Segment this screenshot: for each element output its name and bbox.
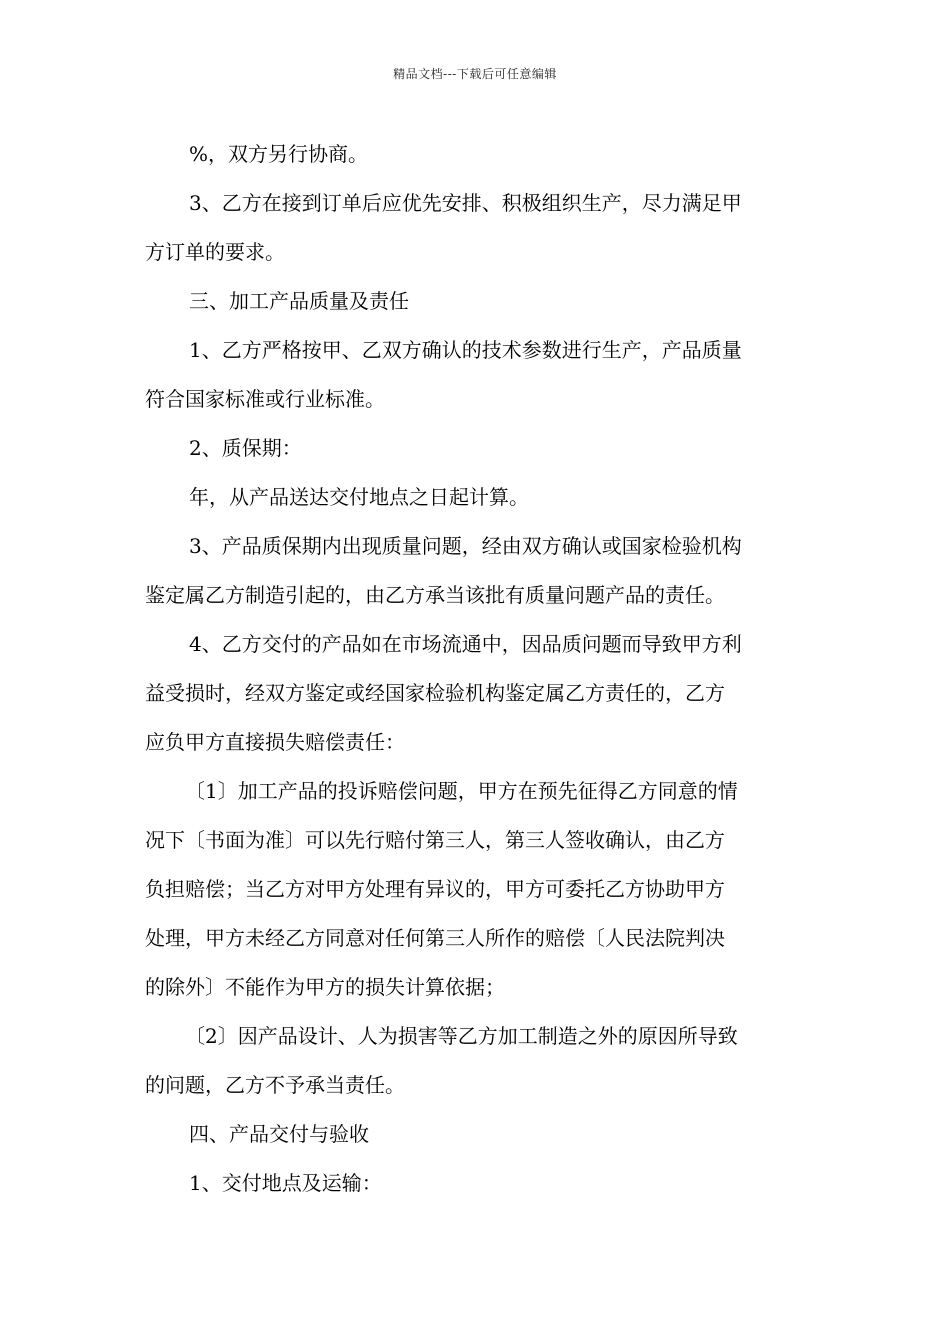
section-heading: 四、产品交付与验收 xyxy=(189,1122,369,1146)
paragraph-line: 3、乙方在接到订单后应优先安排、积极组织生产，尽力满足甲 xyxy=(189,191,742,215)
paragraph-line: 符合国家标准或行业标准。 xyxy=(145,387,385,411)
paragraph-line: 应负甲方直接损失赔偿责任： xyxy=(145,730,405,754)
paragraph-line: 益受损时，经双方鉴定或经国家检验机构鉴定属乙方责任的，乙方 xyxy=(145,681,725,705)
paragraph-line: 1、交付地点及运输： xyxy=(189,1171,382,1195)
paragraph-line: 负担赔偿；当乙方对甲方处理有异议的，甲方可委托乙方协助甲方 xyxy=(145,877,725,901)
paragraph-line: 〔2〕因产品设计、人为损害等乙方加工制造之外的原因所导致 xyxy=(185,1024,738,1048)
paragraph-line: 方订单的要求。 xyxy=(145,240,285,264)
paragraph-line: 2、质保期： xyxy=(189,436,302,460)
paragraph-line: 年，从产品送达交付地点之日起计算。 xyxy=(189,485,529,509)
paragraph-line: %，双方另行协商。 xyxy=(189,142,369,166)
document-body xyxy=(145,130,810,1208)
section-heading: 三、加工产品质量及责任 xyxy=(189,289,409,313)
paragraph-line: 3、产品质保期内出现质量问题，经由双方确认或国家检验机构 xyxy=(189,534,742,558)
paragraph-line: 况下〔书面为准〕可以先行赔付第三人，第三人签收确认，由乙方 xyxy=(145,828,725,852)
paragraph-line: 4、乙方交付的产品如在市场流通中，因品质问题而导致甲方利 xyxy=(189,632,742,656)
paragraph-line: 鉴定属乙方制造引起的，由乙方承当该批有质量问题产品的责任。 xyxy=(145,583,725,607)
page-header: 精品文档---下载后可任意编辑 xyxy=(393,67,557,81)
paragraph-line: 1、乙方严格按甲、乙双方确认的技术参数进行生产，产品质量 xyxy=(189,338,742,362)
paragraph-line: 处理，甲方未经乙方同意对任何第三人所作的赔偿〔人民法院判决 xyxy=(145,926,725,950)
paragraph-line: 〔1〕加工产品的投诉赔偿问题，甲方在预先征得乙方同意的情 xyxy=(185,779,738,803)
paragraph-line: 的除外〕不能作为甲方的损失计算依据； xyxy=(145,975,505,999)
paragraph-line: 的问题，乙方不予承当责任。 xyxy=(145,1073,405,1097)
